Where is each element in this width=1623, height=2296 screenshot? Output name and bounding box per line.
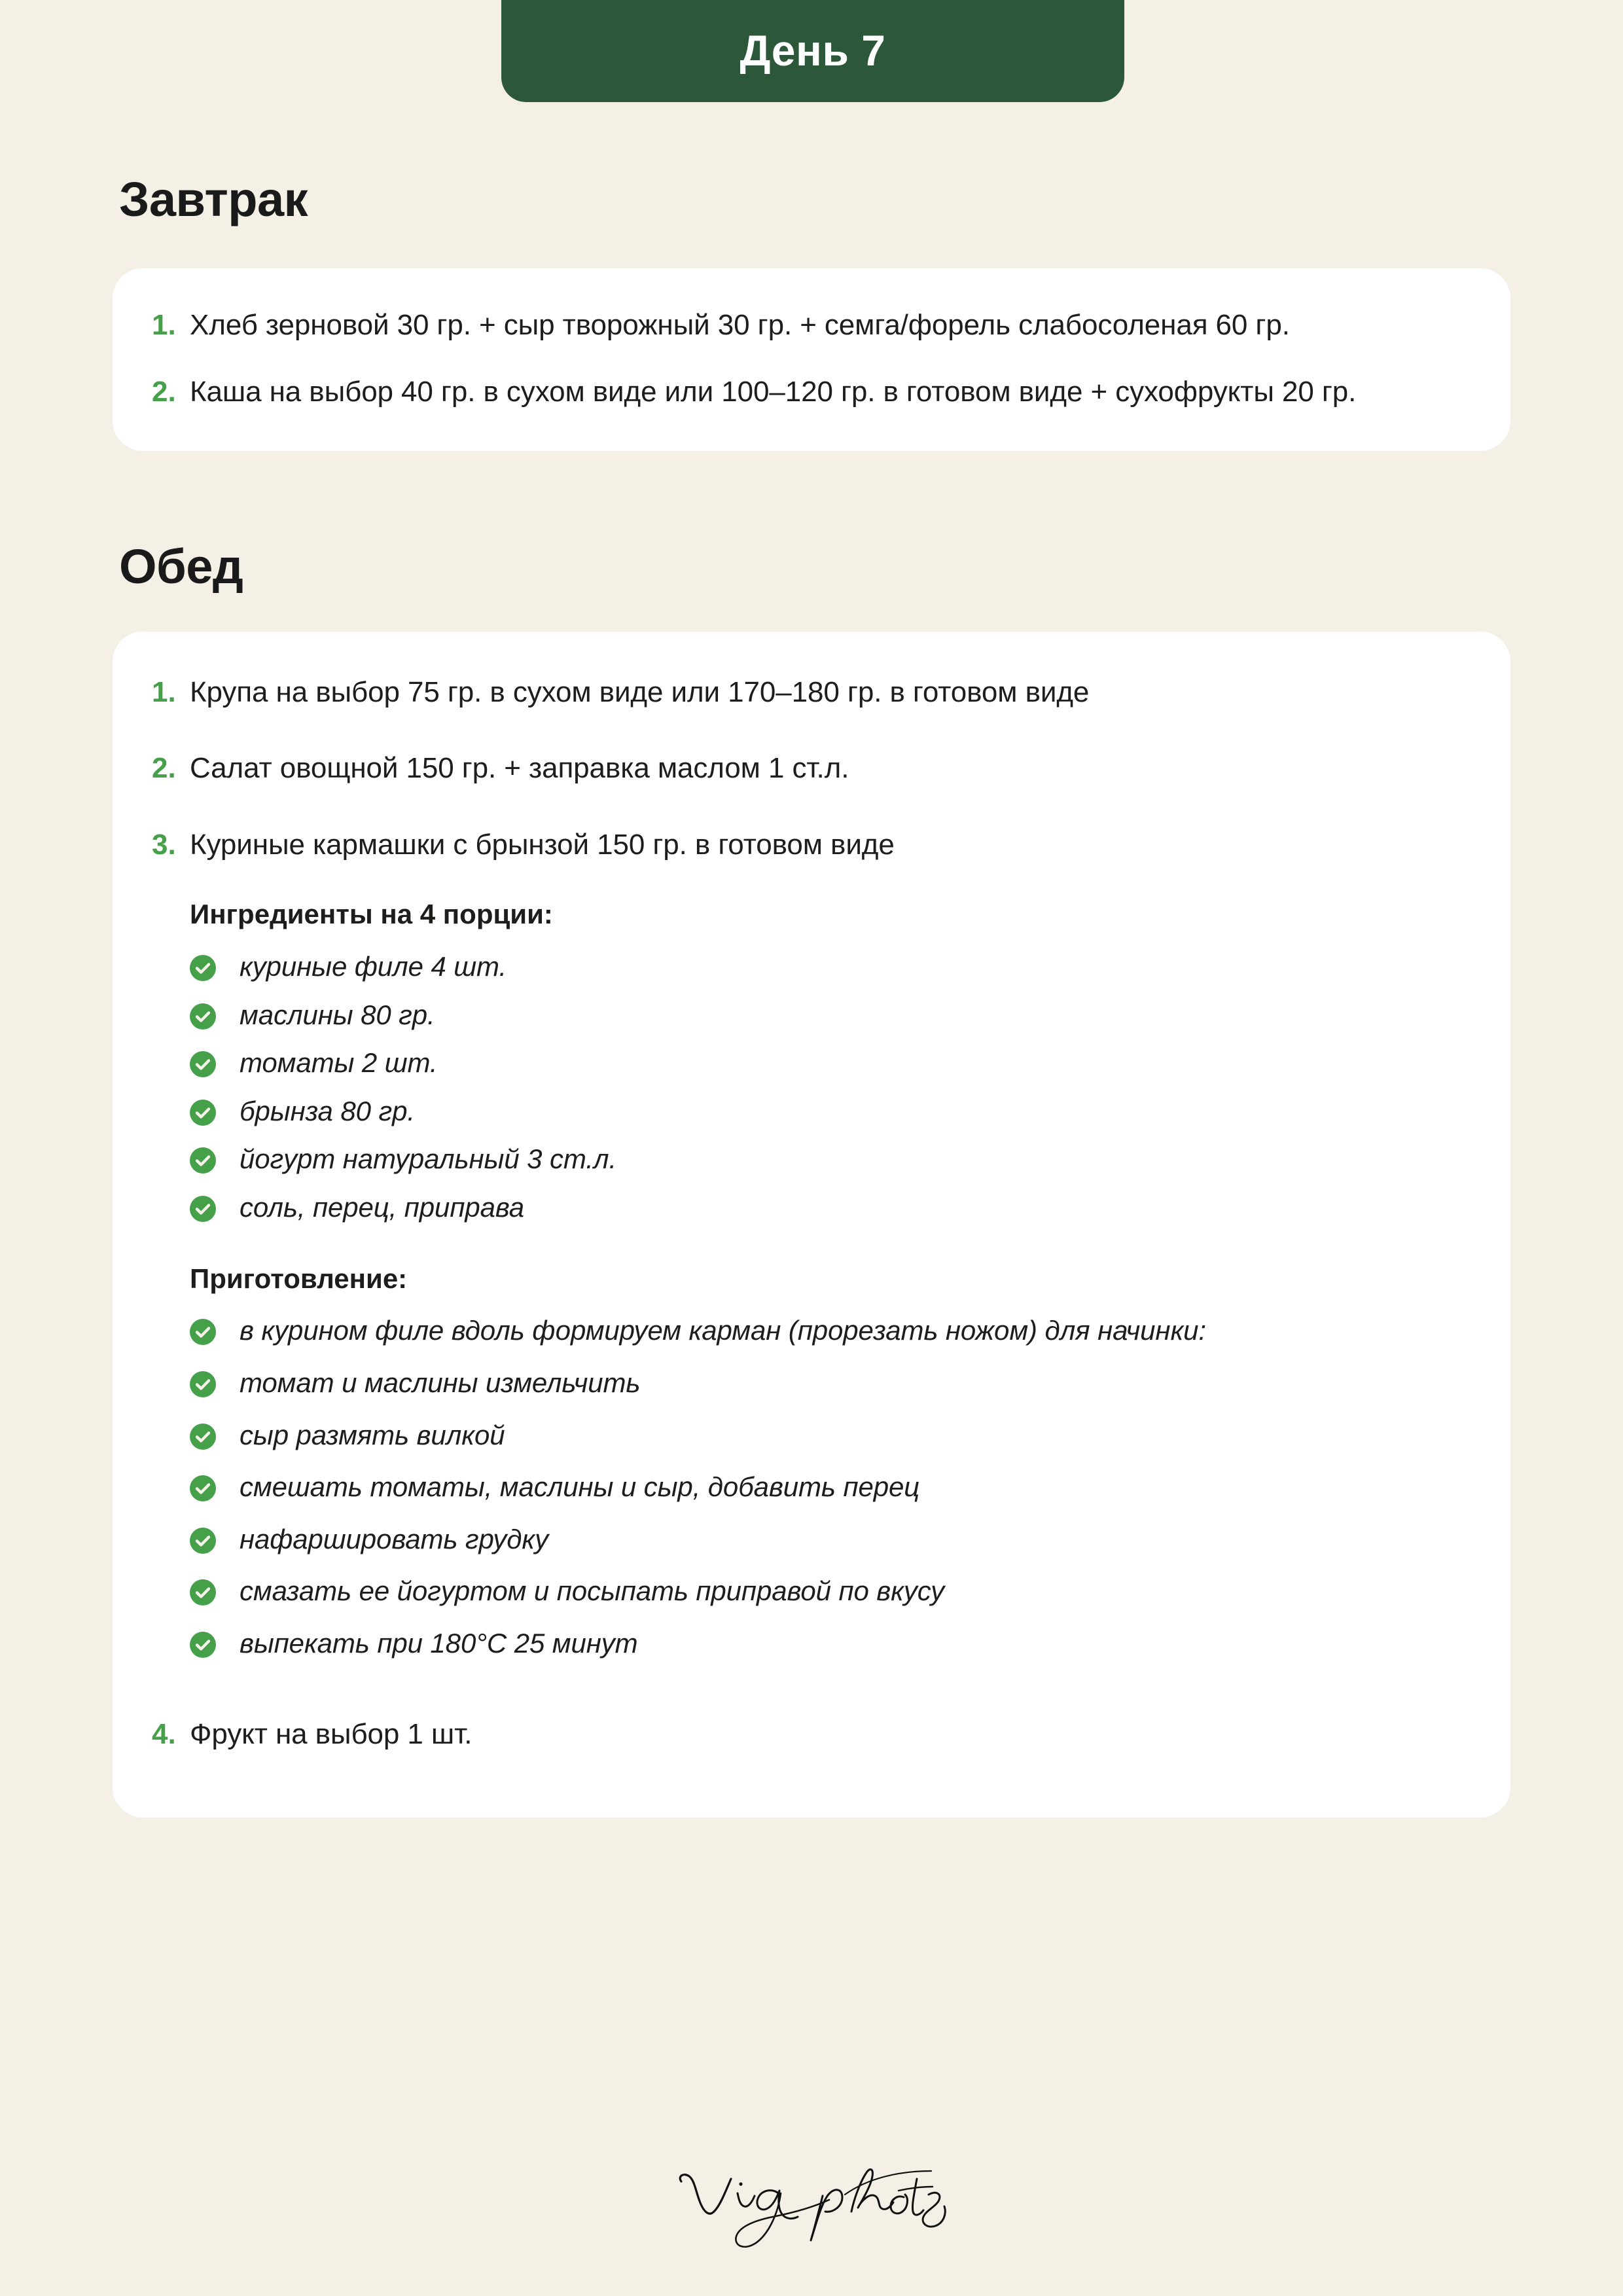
check-circle-icon [190, 1579, 216, 1605]
signature-watermark [658, 2157, 965, 2268]
page-content [0, 172, 1623, 1818]
header-banner-area [0, 0, 1623, 102]
preparation-list [190, 1311, 1471, 1662]
ingredient-text: куриные филе 4 шт. [240, 950, 507, 982]
ingredient-text: брынза 80 гр. [240, 1095, 415, 1126]
section-heading-lunch: Обед [119, 539, 243, 594]
preparation-step-text: сыр размять вилкой [240, 1419, 505, 1450]
list-marker: 1. [152, 675, 176, 708]
list-item [190, 1139, 1471, 1179]
ingredients-list [190, 947, 1471, 1227]
list-marker: 2. [152, 752, 176, 785]
list-item [190, 1467, 1471, 1507]
check-circle-icon [190, 1371, 216, 1397]
ingredients-block [190, 897, 1471, 1227]
list-item [190, 1571, 1471, 1611]
ingredient-text: маслины 80 гр. [240, 999, 435, 1030]
list-item [190, 996, 1471, 1035]
list-item [190, 1624, 1471, 1663]
list-item [140, 372, 1465, 412]
list-item [140, 305, 1465, 346]
preparation-step-text: смазать ее йогуртом и посыпать приправой по вкусу [240, 1575, 945, 1607]
check-circle-icon [190, 955, 216, 981]
list-item-text: Каша на выбор 40 гр. в сухом виде или 100–120 гр. в готовом виде + сухофрукты 20 гр. [190, 376, 1357, 408]
check-circle-icon [190, 1100, 216, 1126]
check-circle-icon [190, 1528, 216, 1554]
list-item [140, 748, 1471, 789]
list-item [140, 672, 1471, 713]
list-item-text: Крупа на выбор 75 гр. в сухом виде или 170–180 гр. в готовом виде [190, 675, 1090, 708]
list-item-text: Хлеб зерновой 30 гр. + сыр творожный 30 гр. + семга/форель слабосоленая 60 гр. [190, 309, 1290, 341]
list-marker: 1. [152, 309, 176, 341]
list-item [140, 825, 1471, 1676]
check-circle-icon [190, 1196, 216, 1222]
day-banner [501, 0, 1124, 102]
check-circle-icon [190, 1003, 216, 1030]
list-marker: 4. [152, 1717, 176, 1750]
check-circle-icon [190, 1424, 216, 1450]
check-circle-icon [190, 1475, 216, 1501]
footer-signature-area [0, 2157, 1623, 2268]
check-circle-icon [190, 1632, 216, 1658]
lunch-card [113, 632, 1510, 1818]
check-circle-icon [190, 1051, 216, 1077]
preparation-step-text: нафаршировать грудку [240, 1523, 549, 1554]
check-circle-icon [190, 1147, 216, 1174]
list-item-text: Фрукт на выбор 1 шт. [190, 1717, 473, 1750]
preparation-block [190, 1261, 1471, 1663]
ingredient-text: томаты 2 шт. [240, 1047, 438, 1079]
check-circle-icon [190, 1319, 216, 1345]
preparation-step-text: томат и маслины измельчить [240, 1367, 641, 1398]
ingredient-text: йогурт натуральный 3 ст.л. [240, 1143, 617, 1175]
breakfast-card [113, 268, 1510, 451]
preparation-title: Приготовление: [190, 1263, 408, 1294]
preparation-step-text: выпекать при 180°С 25 минут [240, 1628, 638, 1659]
list-marker: 3. [152, 828, 176, 861]
list-item [140, 1714, 1471, 1755]
list-item [190, 1043, 1471, 1083]
list-item-text: Куриные кармашки с брынзой 150 гр. в готовом виде [190, 828, 895, 861]
list-marker: 2. [152, 376, 176, 408]
list-item-text: Салат овощной 150 гр. + заправка маслом 1 ст.л. [190, 752, 849, 785]
list-item [190, 1520, 1471, 1559]
ingredient-text: соль, перец, приправа [240, 1192, 525, 1223]
section-heading-breakfast: Завтрак [119, 172, 308, 226]
preparation-step-text: смешать томаты, маслины и сыр, добавить перец [240, 1471, 920, 1503]
list-item [190, 1311, 1471, 1350]
ingredients-title: Ингредиенты на 4 порции: [190, 899, 553, 930]
list-item [190, 1188, 1471, 1227]
preparation-step-text: в курином филе вдоль формируем карман (прорезать ножом) для начинки: [240, 1315, 1207, 1346]
list-item [190, 1363, 1471, 1403]
list-item [190, 1416, 1471, 1455]
list-item [190, 947, 1471, 986]
list-item [190, 1092, 1471, 1131]
day-title: День 7 [740, 26, 886, 75]
